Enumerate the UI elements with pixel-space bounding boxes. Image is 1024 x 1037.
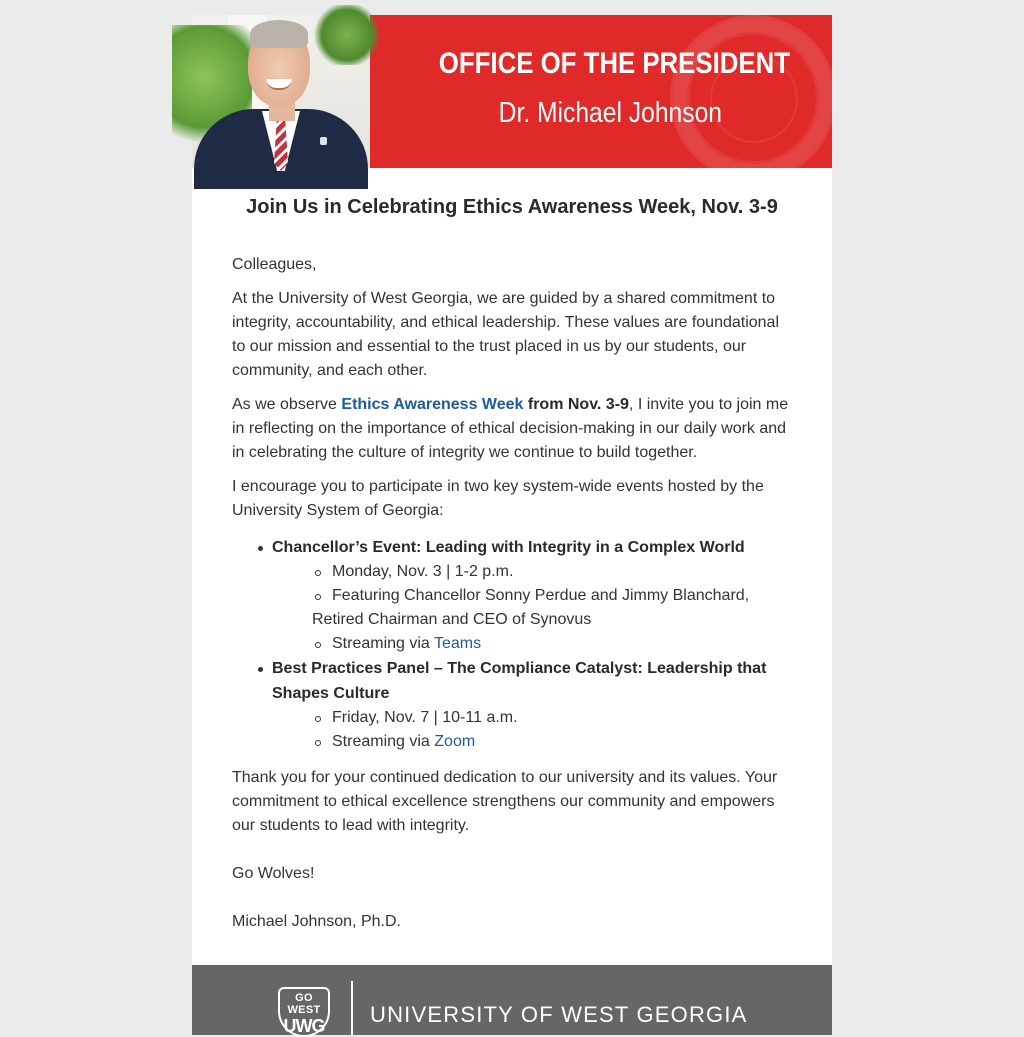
list-item	[312, 632, 792, 656]
list-item	[312, 584, 792, 632]
stream-prefix: Streaming via	[332, 733, 435, 750]
event-date: Friday, Nov. 7 | 10-11 a.m.	[332, 709, 518, 726]
list-item	[312, 730, 792, 754]
ethics-awareness-week-link[interactable]: Ethics Awareness Week	[341, 396, 524, 413]
event-title: Best Practices Panel – The Compliance Catalyst: Leadership that Shapes Culture	[272, 660, 767, 702]
event-title: Chancellor’s Event: Leading with Integrity in a Complex World	[272, 539, 745, 556]
paragraph-ethics-week	[232, 393, 792, 465]
footer	[192, 965, 832, 1035]
paragraph-events-intro: I encourage you to participate in two key system-wide events hosted by the University System of Georgia:	[232, 478, 764, 519]
stream-prefix: Streaming via	[332, 635, 434, 652]
header-banner	[192, 15, 832, 168]
list-item	[272, 656, 792, 754]
president-photo	[192, 15, 370, 168]
banner-subtitle: Dr. Michael Johnson	[498, 97, 722, 129]
signature: Michael Johnson, Ph.D.	[232, 913, 401, 930]
event-featuring: Featuring Chancellor Sonny Perdue and Jimmy Blanchard, Retired Chairman and CEO of Synovus	[312, 587, 750, 628]
logo-mark-text: UWG	[283, 1016, 325, 1036]
list-item	[272, 535, 792, 656]
uwg-shield-logo	[278, 987, 330, 1037]
teams-link[interactable]: Teams	[433, 635, 482, 652]
email-content	[232, 168, 792, 934]
events-list	[232, 535, 792, 754]
greeting: Colleagues,	[232, 256, 317, 273]
banner-title: OFFICE OF THE PRESIDENT	[438, 47, 790, 80]
event-details	[272, 706, 792, 754]
paragraph-closing: Thank you for your continued dedication to our university and its values. Your commitment to ethical excellence strengthens our community and empowers our students to lead with integrity.	[232, 769, 778, 834]
para2-tail: , I invite you to join me in reflecting on the importance of ethical decision-making in our daily work and in celebrating the culture of integrity we continue to build together.	[232, 396, 789, 461]
para2-lead: As we observe	[232, 396, 342, 413]
para2-dates: from Nov. 3-9	[523, 396, 629, 413]
signoff: Go Wolves!	[232, 865, 315, 882]
list-item	[312, 706, 792, 730]
footer-divider	[351, 981, 353, 1035]
paragraph-intro: At the University of West Georgia, we are guided by a shared commitment to integrity, accountability, and ethical leadership. These values are foundational to our mission and essential to the trust placed in us by our students, our community, and each other.	[232, 290, 780, 379]
logo-top-text: GO WEST	[287, 992, 321, 1016]
email-body	[192, 15, 832, 1036]
event-date: Monday, Nov. 3 | 1-2 p.m.	[332, 563, 514, 580]
email-headline: Join Us in Celebrating Ethics Awareness Week, Nov. 3-9	[246, 196, 778, 218]
list-item	[312, 560, 792, 584]
zoom-link[interactable]: Zoom	[434, 733, 476, 750]
footer-university-name: UNIVERSITY OF WEST GEORGIA	[370, 1002, 748, 1027]
event-details	[272, 560, 792, 656]
